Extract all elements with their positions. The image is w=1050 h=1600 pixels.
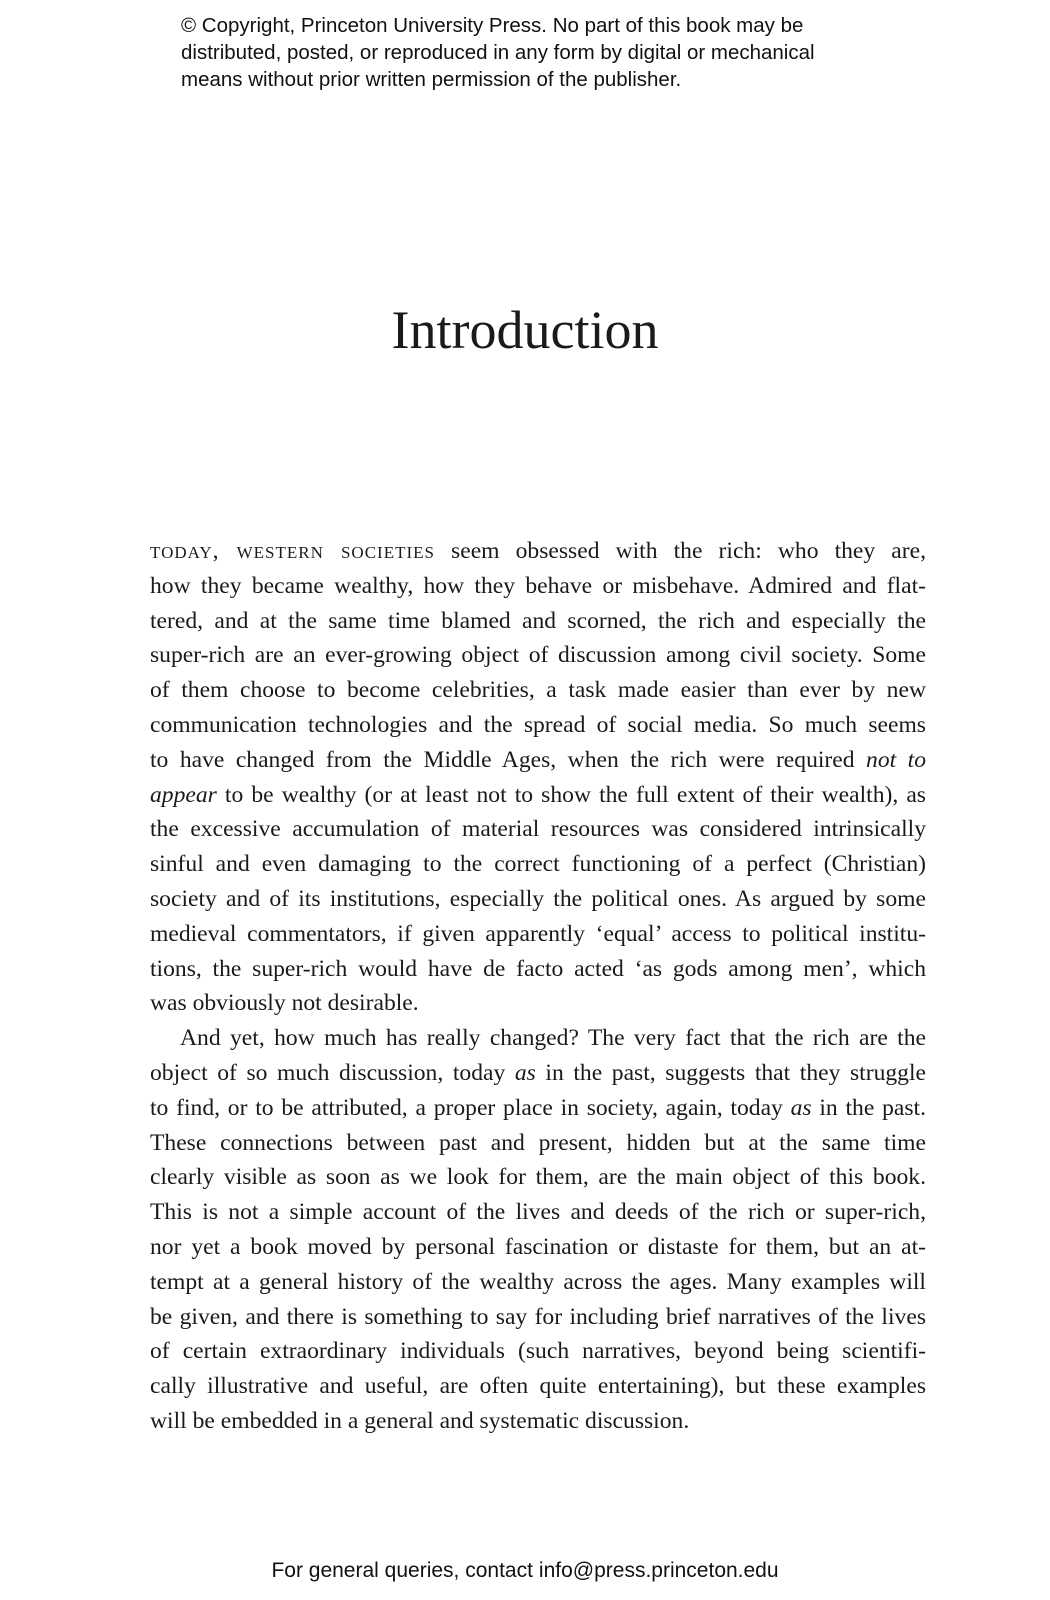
text-line: clearly visible as soon as we look for them, are the main object of this book. xyxy=(150,1164,926,1191)
text-line: the excessive accumulation of material resources was considered intrinsically xyxy=(150,816,926,843)
body-text xyxy=(150,534,926,1439)
text-line: This is not a simple account of the lives and deeds of the rich or super-rich, xyxy=(150,1199,926,1226)
text-line: medieval commentators, if given apparently ‘equal’ access to political institu- xyxy=(150,920,926,947)
text-line: cally illustrative and useful, are often quite entertaining), but these examples xyxy=(150,1373,926,1400)
emphasis: appear xyxy=(150,781,217,808)
text-line: today, western societies seem obsessed with the rich: who they are, xyxy=(150,538,926,564)
copyright-notice xyxy=(181,12,901,93)
text-line: be given, and there is something to say for including brief narratives of the lives xyxy=(150,1303,926,1330)
text-line: tions, the super-rich would have de facto acted ‘as gods among men’, which xyxy=(150,955,926,982)
footer-label: For general queries, contact xyxy=(271,1559,533,1582)
text-line: of certain extraordinary individuals (such narratives, beyond being scientifi- xyxy=(150,1338,926,1365)
small-caps-lead: today, western societies xyxy=(150,538,435,564)
text-line: tempt at a general history of the wealthy across the ages. Many examples will xyxy=(150,1268,926,1295)
text-line: communication technologies and the spread of social media. So much seems xyxy=(150,711,926,738)
text-line: was obviously not desirable. xyxy=(150,990,419,1017)
text-line: nor yet a book moved by personal fascination or distaste for them, but an at- xyxy=(150,1233,926,1260)
text-line: of them choose to become celebrities, a task made easier than ever by new xyxy=(150,677,926,704)
emphasis: not to xyxy=(866,746,926,773)
text-line: appear to be wealthy (or at least not to show the full extent of their wealth), as xyxy=(150,781,926,808)
text-line: These connections between past and present, hidden but at the same time xyxy=(150,1129,926,1156)
copyright-line: means without prior written permission of the publisher. xyxy=(181,68,682,91)
text-line: will be embedded in a general and systematic discussion. xyxy=(150,1407,690,1434)
footer-contact xyxy=(0,1558,1050,1584)
copyright-line: © Copyright, Princeton University Press. No part of this book may be xyxy=(181,14,804,37)
copyright-line: distributed, posted, or reproduced in any form by digital or mechanical xyxy=(181,41,815,64)
contact-email-link[interactable]: info@press.princeton.edu xyxy=(538,1559,779,1582)
text-line: super-rich are an ever-growing object of discussion among civil society. Some xyxy=(150,642,926,669)
chapter-title: Introduction xyxy=(391,300,659,360)
paragraph-2 xyxy=(150,1021,926,1439)
text-line: society and of its institutions, especially the political ones. As argued by some xyxy=(150,885,926,912)
emphasis: as xyxy=(514,1059,536,1086)
text-line: how they became wealthy, how they behave or misbehave. Admired and flat- xyxy=(150,572,926,599)
text-line: sinful and even damaging to the correct functioning of a perfect (Christian) xyxy=(150,851,926,878)
text-line: to find, or to be attributed, a proper place in society, again, today as in the past. xyxy=(150,1094,926,1121)
paragraph-1 xyxy=(150,534,926,1021)
text-line: tered, and at the same time blamed and scorned, the rich and especially the xyxy=(150,607,926,634)
text-line: to have changed from the Middle Ages, when the rich were required not to xyxy=(150,746,926,773)
emphasis: as xyxy=(790,1094,812,1121)
text-line: object of so much discussion, today as in the past, suggests that they struggle xyxy=(150,1059,926,1086)
text-line: And yet, how much has really changed? The very fact that the rich are the xyxy=(180,1025,926,1052)
